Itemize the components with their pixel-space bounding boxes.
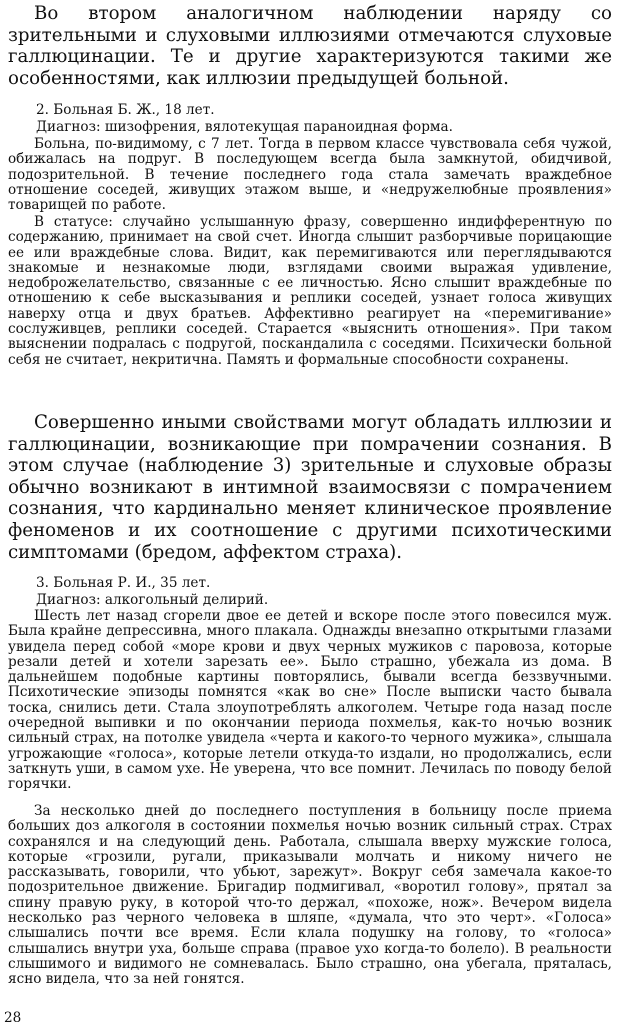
case-2-diagnosis: Диагноз: шизофрения, вялотекущая параноидная форма.	[36, 119, 453, 135]
transition-paragraph: Совершенно иными свойствами могут обладать иллюзии и галлюцинации, возникающие при помрачении сознания. В этом случае (наблюдение 3) зрительные и слуховые образы обычно возникают в интимной взаимосвязи с помрачением сознания, что кардинально меняет клиническое проявление феноменов и их соотношение с другими психотическими симптомами (бредом, аффектом страха).	[8, 412, 612, 563]
case-2-title: 2. Больная Б. Ж., 18 лет.	[36, 102, 215, 118]
case-3-title: 3. Больная Р. И., 35 лет.	[36, 575, 211, 591]
case-3-history: Шесть лет назад сгорели двое ее детей и вскоре после этого повесился муж. Была крайне депрессивна, много плакала. Однажды внезапно открытыми глазами увидела перед собой «море крови и двух черных мужиков с паровоза, которые резали детей и хотели зарезать ее». Было страшно, убежала из дома. В дальнейшем подобные картины повторялись, бывали всегда беззвучными. Психотические эпизоды помнятся «как во сне» После выписки часто бывала тоска, снились дети. Стала злоупотреблять алкоголем. Четыре года назад после очередной выпивки и по окончании периода похмелья, как-то ночью возник сильный страх, на потолке увидела «черта и какого-то черного мужика», слышала угрожающие «голоса», которые летели откуда-то издали, но продолжались, если заткнуть уши, в самом ухе. Не уверена, что все помнит. Лечилась по поводу белой горячки.	[8, 608, 612, 793]
page-number: 28	[4, 1010, 22, 1026]
case-2-status: В статусе: случайно услышанную фразу, совершенно индифферентную по содержанию, принимает на свой счет. Иногда слышит разборчивые порицающие ее или враждебные слова. Видит, как перемигиваются или переглядываются знакомые и незнакомые люди, взглядами своими выражая удивление, недоброжелательство, связанные с ее личностью. Ясно слышит враждебные по отношению к себе высказывания и реплики соседей, узнает голоса живущих наверху отца и двух братьев. Аффективно реагирует на «перемигивание» сослуживцев, реплики соседей. Старается «выяснить отношения». При таком выяснении подралась с подругой, поскандалила с соседями. Психически больной себя не считает, некритична. Память и формальные способности сохранены.	[8, 214, 612, 368]
case-3-diagnosis: Диагноз: алкогольный делирий.	[36, 592, 269, 608]
case-2-history: Больна, по-видимому, с 7 лет. Тогда в первом классе чувствовала себя чужой, обижалась на подруг. В последующем всегда была замкнутой, обидчивой, подозрительной. В течение последнего года стала замечать враждебное отношение соседей, живущих этажом выше, и «недружелюбные проявления» товарищей по работе.	[8, 136, 612, 214]
case-3-admission: За несколько дней до последнего поступления в больницу после приема больших доз алкоголя в состоянии похмелья ночью возник сильный страх. Страх сохранялся и на следующий день. Работала, слышала вверху мужские голоса, которые «грозили, ругали, приказывали молчать и никому ничего не рассказывать, говорили, что убьют, зарежут». Вокруг себя замечала какое-то подозрительное движение. Бригадир подмигивал, «воротил голову», прятал за спину правую руку, в которой что-то держал, «похоже, нож». Вечером видела несколько раз черного человека в шляпе, «думала, что это черт». «Голоса» слышались почти все время. Если клала подушку на голову, то «голоса» слышались внутри уха, больше справа (правое ухо когда-то болело). В реальности слышимого и видимого не сомневалась. Было страшно, она убегала, пряталась, ясно видела, что за ней гонятся.	[8, 803, 612, 988]
intro-paragraph: Во втором аналогичном наблюдении наряду со зрительными и слуховыми иллюзиями отмечаются слуховые галлюцинации. Те и другие характеризуются такими же особенностями, как иллюзии предыдущей больной.	[8, 3, 612, 89]
